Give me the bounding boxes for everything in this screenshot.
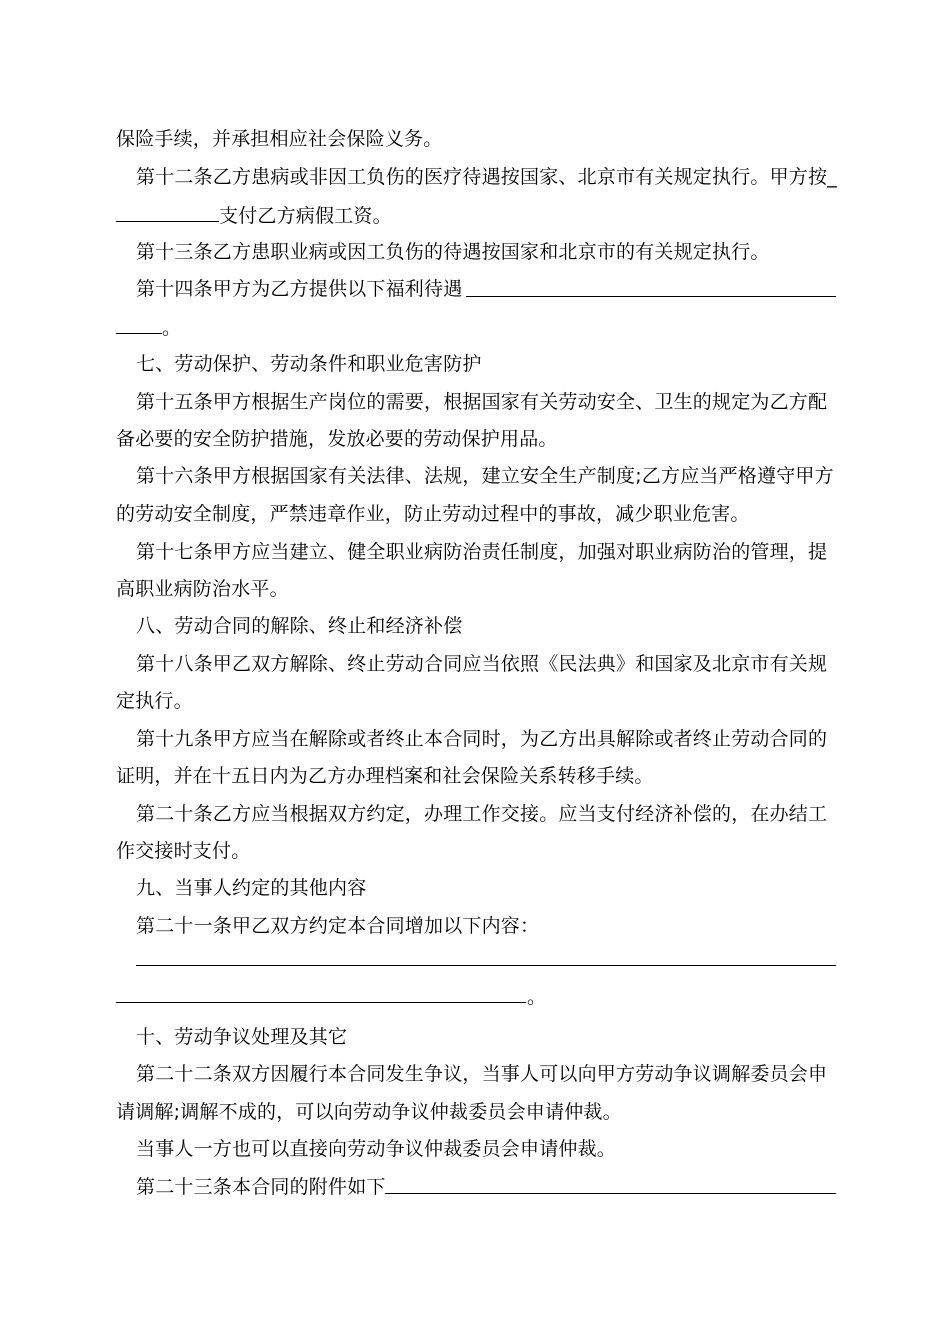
article-13: 第十三条乙方患职业病或因工负伤的待遇按国家和北京市的有关规定执行。 bbox=[136, 241, 770, 263]
benefits-blank-line-2 bbox=[116, 315, 162, 334]
article-12-line-1: 第十二条乙方患病或非因工负伤的医疗待遇按国家、北京市有关规定执行。甲方按_ bbox=[136, 166, 837, 188]
paragraph-text: 保险手续，并承担相应社会保险义务。 bbox=[116, 128, 443, 150]
article-21-end: 。 bbox=[527, 986, 547, 1008]
article-20-line-1: 第二十条乙方应当根据双方约定，办理工作交接。应当支付经济补偿的，在办结工 bbox=[136, 803, 828, 825]
article-17-line-2: 高职业病防治水平。 bbox=[116, 578, 289, 600]
article-15-line-1: 第十五条甲方根据生产岗位的需要，根据国家有关劳动安全、卫生的规定为乙方配 bbox=[136, 391, 828, 413]
article-19-line-1: 第十九条甲方应当在解除或者终止本合同时，为乙方出具解除或者终止劳动合同的 bbox=[136, 728, 828, 750]
article-14-end: 。 bbox=[162, 317, 182, 339]
article-22-line-2: 请调解;调解不成的，可以向劳动争议仲裁委员会申请仲裁。 bbox=[116, 1101, 622, 1123]
article-14-text: 第十四条甲方为乙方提供以下福利待遇 bbox=[136, 278, 463, 300]
attachments-blank-line bbox=[385, 1193, 836, 1194]
article-17-line-1: 第十七条甲方应当建立、健全职业病防治责任制度，加强对职业病防治的管理，提 bbox=[136, 541, 828, 563]
article-12-text-2: 支付乙方病假工资。 bbox=[219, 205, 392, 227]
additional-content-blank-line-2 bbox=[116, 1002, 526, 1003]
section-9-heading: 九、当事人约定的其他内容 bbox=[136, 877, 367, 899]
sick-pay-blank bbox=[116, 203, 219, 222]
article-16-line-2: 的劳动安全制度，严禁违章作业，防止劳动过程中的事故，减少职业危害。 bbox=[116, 503, 750, 525]
section-10-heading: 十、劳动争议处理及其它 bbox=[136, 1026, 348, 1048]
section-7-heading: 七、劳动保护、劳动条件和职业危害防护 bbox=[136, 353, 482, 375]
additional-content-blank-line-1 bbox=[136, 965, 836, 966]
article-18-line-1: 第十八条甲乙双方解除、终止劳动合同应当依照《民法典》和国家及北京市有关规 bbox=[136, 653, 828, 675]
article-21: 第二十一条甲乙双方约定本合同增加以下内容： bbox=[136, 915, 540, 937]
article-14-line-1 bbox=[136, 277, 856, 301]
article-20-line-2: 作交接时支付。 bbox=[116, 840, 251, 862]
article-22-line-3: 当事人一方也可以直接向劳动争议仲裁委员会申请仲裁。 bbox=[136, 1138, 617, 1160]
article-18-line-2: 定执行。 bbox=[116, 690, 193, 712]
section-8-heading: 八、劳动合同的解除、终止和经济补偿 bbox=[136, 615, 463, 637]
article-23-text: 第二十三条本合同的附件如下 bbox=[136, 1176, 386, 1198]
article-12-line-2 bbox=[116, 203, 836, 228]
benefits-blank-line-1 bbox=[466, 296, 836, 297]
article-16-line-1: 第十六条甲方根据国家有关法律、法规，建立安全生产制度;乙方应当严格遵守甲方 bbox=[136, 465, 834, 487]
article-19-line-2: 证明，并在十五日内为乙方办理档案和社会保险关系转移手续。 bbox=[116, 765, 654, 787]
article-23 bbox=[136, 1175, 856, 1199]
article-14-line-2 bbox=[116, 315, 836, 340]
article-22-line-1: 第二十二条双方因履行本合同发生争议，当事人可以向甲方劳动争议调解委员会申 bbox=[136, 1063, 828, 1085]
article-15-line-2: 备必要的安全防护措施，发放必要的劳动保护用品。 bbox=[116, 428, 558, 450]
